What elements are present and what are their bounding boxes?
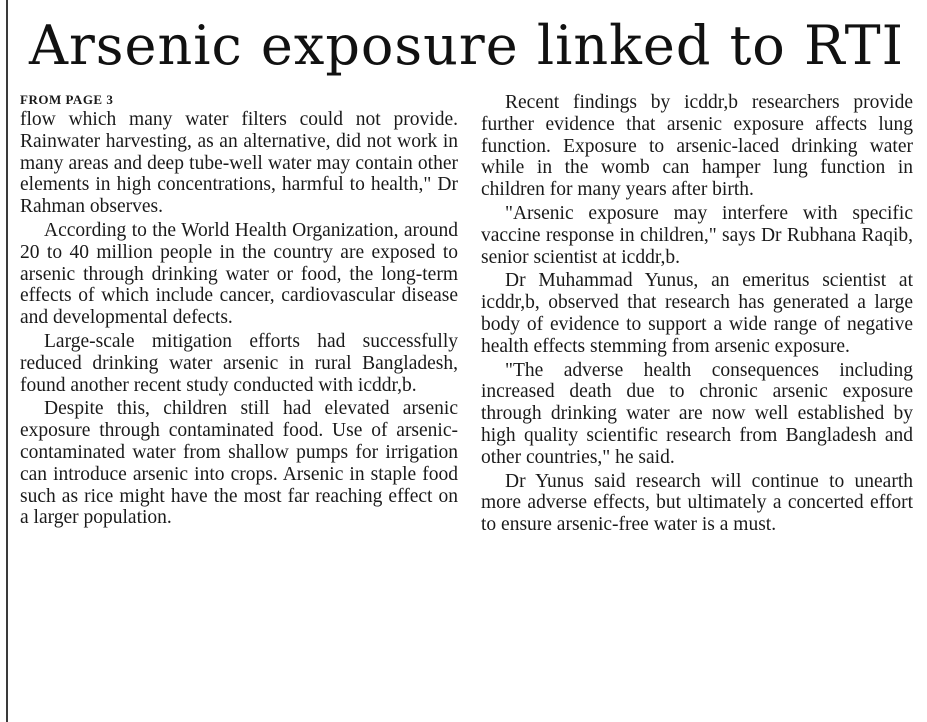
paragraph: "Arsenic exposure may interfere with specific vaccine response in children," says Dr Rubhana Raqib, senior scientist at icddr,b. (481, 202, 913, 268)
paragraph: Large-scale mitigation efforts had successfully reduced drinking water arsenic in rural Bangladesh, found another recent study conducted with icddr,b. (20, 330, 458, 396)
paragraph: Recent findings by icddr,b researchers provide further evidence that arsenic exposure affects lung function. Exposure to arsenic-laced drinking water while in the womb can hamper lung function in children for many years after birth. (481, 92, 913, 201)
headline: Arsenic exposure linked to RTI (28, 14, 904, 77)
paragraph: Dr Yunus said research will continue to unearth more adverse effects, but ultimately a concerted effort to ensure arsenic-free water is a must. (481, 470, 913, 536)
jump-label: FROM PAGE 3 (20, 92, 114, 107)
article-column-left (20, 92, 458, 531)
column-rule (6, 0, 8, 722)
paragraph: According to the World Health Organization, around 20 to 40 million people in the country are exposed to arsenic through drinking water or food, the long-term effects of which include cancer, cardiovascular disease and developmental defects. (20, 219, 458, 329)
paragraph: "The adverse health consequences including increased death due to chronic arsenic exposure through drinking water are now well established by high quality scientific research from Bangladesh and other countries," he said. (481, 359, 913, 468)
paragraph: Dr Muhammad Yunus, an emeritus scientist at icddr,b, observed that research has generated a large body of evidence to support a wide range of negative health effects stemming from arsenic exposure. (481, 270, 913, 357)
paragraph: flow which many water filters could not provide. Rainwater harvesting, as an alternative, did not work in many areas and deep tube-well water may contain other elements in high concentrations, harmful to health," Dr Rahman observes. (20, 109, 458, 218)
article-column-right (481, 92, 913, 538)
paragraph: Despite this, children still had elevated arsenic exposure through contaminated food. Use of arsenic-contaminated water from shallow pumps for irrigation can introduce arsenic into crops. Arsenic in staple food such as rice might have the most far reaching effect on a larger population. (20, 398, 458, 529)
